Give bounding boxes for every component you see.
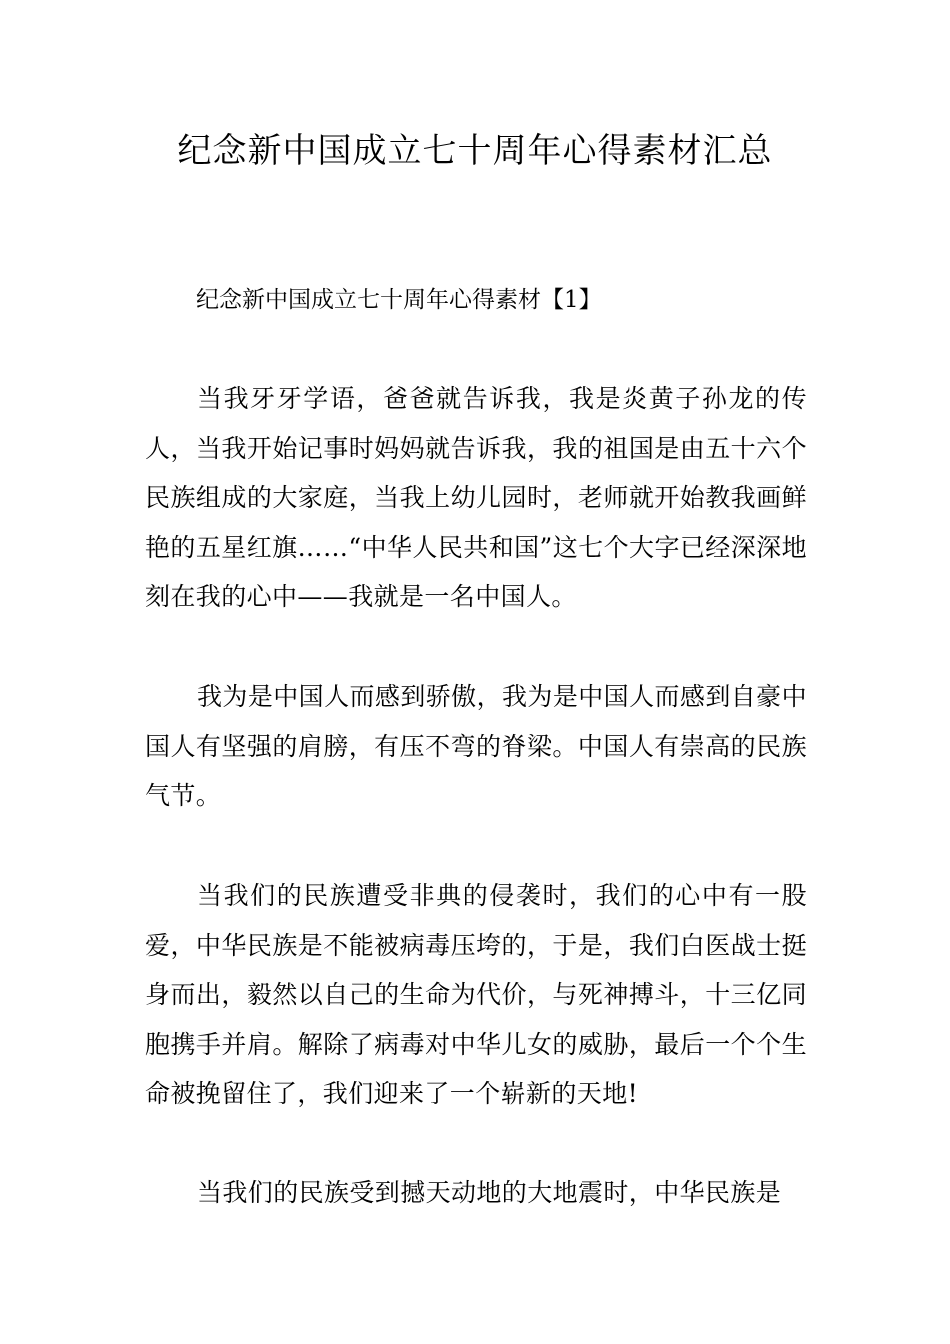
document-title: 纪念新中国成立七十周年心得素材汇总 <box>177 131 773 171</box>
paragraph-4: 当我们的民族受到撼天动地的大地震时，中华民族是 <box>197 1178 782 1207</box>
section-heading: 纪念新中国成立七十周年心得素材【1】 <box>196 287 602 313</box>
paragraph-1: 当我牙牙学语，爸爸就告诉我，我是炎黄子孙龙的传人，当我开始记事时妈妈就告诉我，我的祖国是由五十六个民族组成的大家庭，当我上幼儿园时，老师就开始教我画鲜艳的五星红旗……“中华人民共和国”这七个大字已经深深地刻在我的心中——我就是一名中国人。 <box>145 384 807 611</box>
paragraph-3: 当我们的民族遭受非典的侵袭时，我们的心中有一股爱，中华民族是不能被病毒压垮的，于是，我们白医战士挺身而出，毅然以自己的生命为代价，与死神搏斗，十三亿同胞携手并肩。解除了病毒对中华儿女的威胁，最后一个个生命被挽留住了，我们迎来了一个崭新的天地! <box>145 881 807 1108</box>
paragraph-2: 我为是中国人而感到骄傲，我为是中国人而感到自豪中国人有坚强的肩膀，有压不弯的脊梁。中国人有崇高的民族气节。 <box>145 682 807 810</box>
